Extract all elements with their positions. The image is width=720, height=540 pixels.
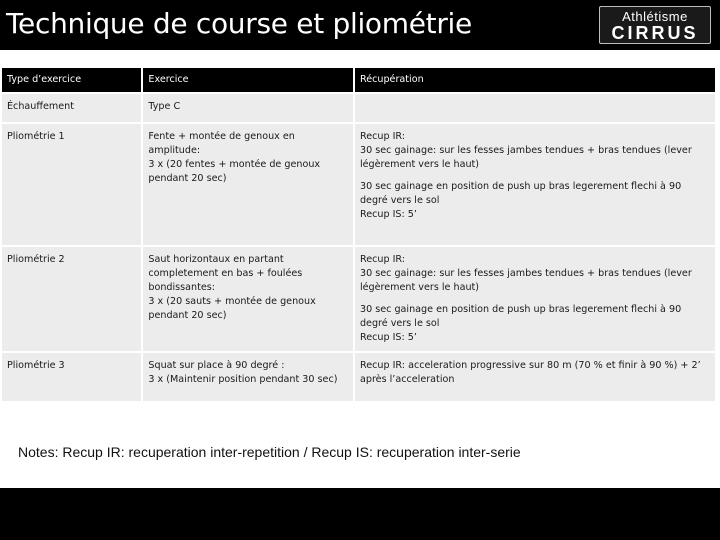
cell-recovery (355, 247, 715, 351)
header-exercise: Exercice (143, 68, 353, 92)
logo-line-2: CIRRUS (611, 23, 699, 43)
recovery-line: 30 sec gainage en position de push up bras legerement flechi à 90 degré vers le sol (359, 181, 682, 206)
table-row (2, 94, 715, 122)
cell-type: Pliométrie 3 (2, 353, 141, 401)
cell-exercise (143, 94, 353, 122)
header-type: Type d’exercice (2, 68, 141, 92)
recovery-line: 30 sec gainage: sur les fesses jambes tendues + bras tendues (lever légèrement vers le haut) (359, 268, 692, 293)
logo-line-1: Athlétisme (622, 9, 688, 24)
cell-type: Pliométrie 1 (2, 124, 141, 245)
recovery-line: Recup IR: acceleration progressive sur 80 m (70 % et finir à 90 %) + 2’ après l’acceleration (359, 360, 701, 385)
exercise-line: Type C (148, 101, 181, 112)
cell-recovery (355, 353, 715, 401)
cell-exercise (143, 124, 353, 245)
slide-header (0, 0, 720, 50)
exercise-line: Fente + montée de genoux en amplitude: (148, 131, 295, 156)
recovery-line: Recup IR: (359, 254, 406, 265)
slide-footer-bar (0, 488, 720, 540)
athletisme-cirrus-logo (599, 6, 711, 44)
table-row (2, 353, 715, 401)
table-row (2, 247, 715, 351)
recovery-line: 30 sec gainage: sur les fesses jambes tendues + bras tendues (lever légèrement vers le haut) (359, 145, 692, 170)
exercise-line: 3 x (20 sauts + montée de genoux pendant 20 sec) (148, 296, 316, 321)
page-title: Technique de course et pliométrie (6, 7, 472, 40)
slide-content (0, 50, 720, 488)
recovery-line: Recup IS: 5’ (359, 209, 417, 220)
recovery-line: Recup IS: 5’ (359, 332, 417, 343)
cell-recovery (355, 94, 715, 122)
recovery-line: Recup IR: (359, 131, 406, 142)
header-recovery: Récupération (355, 68, 715, 92)
exercise-line: 3 x (Maintenir position pendant 30 sec) (148, 374, 338, 385)
exercise-line: Saut horizontaux en partant completement en bas + foulées bondissantes: (148, 254, 303, 293)
cell-type: Pliométrie 2 (2, 247, 141, 351)
cell-exercise (143, 247, 353, 351)
cell-recovery (355, 124, 715, 245)
notes-text: Notes: Recup IR: recuperation inter-repetition / Recup IS: recuperation inter-serie (18, 444, 521, 460)
exercise-table (0, 66, 717, 403)
table-row (2, 124, 715, 245)
cell-type: Échauffement (2, 94, 141, 122)
cell-exercise (143, 353, 353, 401)
recovery-line: 30 sec gainage en position de push up bras legerement flechi à 90 degré vers le sol (359, 304, 682, 329)
table-header-row (2, 68, 715, 92)
exercise-line: Squat sur place à 90 degré : (148, 360, 285, 371)
exercise-line: 3 x (20 fentes + montée de genoux pendant 20 sec) (148, 159, 321, 184)
